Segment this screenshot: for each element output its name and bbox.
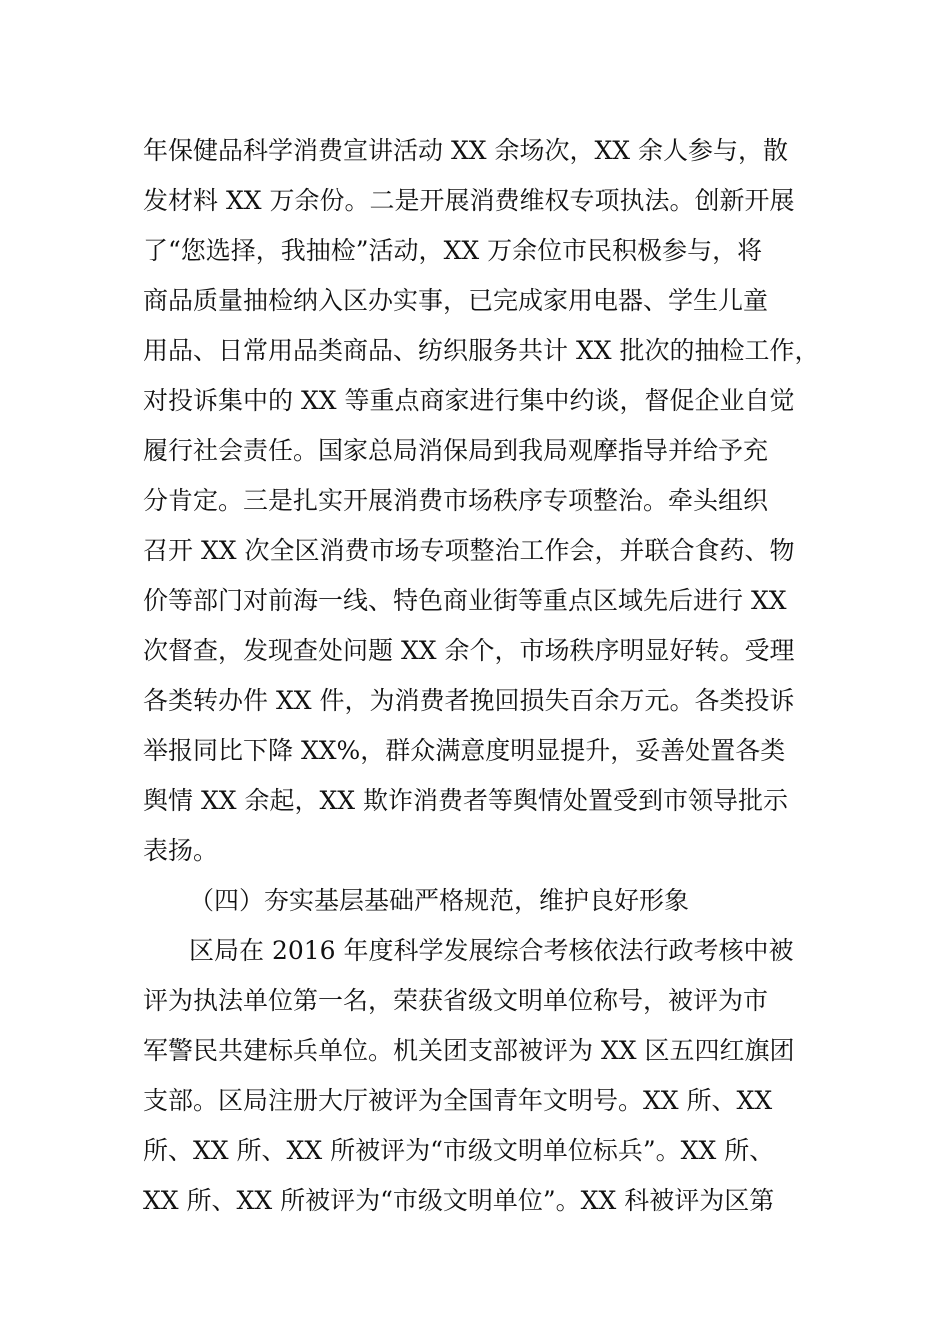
paragraph-line: 区局在 2016 年度科学发展综合考核依法行政考核中被: [189, 936, 794, 965]
paragraph-line: 召开 XX 次全区消费市场专项整治工作会，并联合食药、物: [143, 536, 795, 565]
paragraph-line: 商品质量抽检纳入区办实事，已完成家用电器、学生儿童: [143, 286, 769, 315]
paragraph-line: 履行社会责任。国家总局消保局到我局观摩指导并给予充: [143, 436, 769, 465]
document-body: [143, 126, 820, 1226]
paragraph-line: 表扬。: [143, 836, 219, 865]
paragraph-line: 支部。区局注册大厅被评为全国青年文明号。XX 所、XX: [143, 1086, 773, 1115]
paragraph-line: 舆情 XX 余起，XX 欺诈消费者等舆情处置受到市领导批示: [143, 786, 789, 815]
paragraph-line: 评为执法单位第一名，荣获省级文明单位称号，被评为市: [143, 986, 769, 1015]
paragraph-line: 所、XX 所、XX 所被评为“市级文明单位标兵”。XX 所、: [143, 1136, 775, 1165]
paragraph-line: 次督查，发现查处问题 XX 余个，市场秩序明显好转。受理: [143, 636, 795, 665]
paragraph-line: 举报同比下降 XX%，群众满意度明显提升，妥善处置各类: [143, 736, 786, 765]
paragraph-line: 分肯定。三是扎实开展消费市场秩序专项整治。牵头组织: [143, 486, 769, 515]
paragraph-line: 年保健品科学消费宣讲活动 XX 余场次，XX 余人参与，散: [143, 136, 789, 165]
section-heading: （四）夯实基层基础严格规范，维护良好形象: [189, 886, 690, 915]
paragraph-line: 发材料 XX 万余份。二是开展消费维权专项执法。创新开展: [143, 186, 795, 215]
paragraph-line: 各类转办件 XX 件，为消费者挽回损失百余万元。各类投诉: [143, 686, 795, 715]
paragraph-line: 军警民共建标兵单位。机关团支部被评为 XX 区五四红旗团: [143, 1036, 795, 1065]
paragraph-line: XX 所、XX 所被评为“市级文明单位”。XX 科被评为区第: [143, 1186, 775, 1215]
paragraph-line: 用品、日常用品类商品、纺织服务共计 XX 批次的抽检工作，: [143, 336, 820, 365]
paragraph-line: 了“您选择，我抽检”活动，XX 万余位市民积极参与，将: [143, 236, 763, 265]
paragraph-line: 对投诉集中的 XX 等重点商家进行集中约谈，督促企业自觉: [143, 386, 795, 415]
paragraph-line: 价等部门对前海一线、特色商业街等重点区域先后进行 XX: [143, 586, 787, 615]
